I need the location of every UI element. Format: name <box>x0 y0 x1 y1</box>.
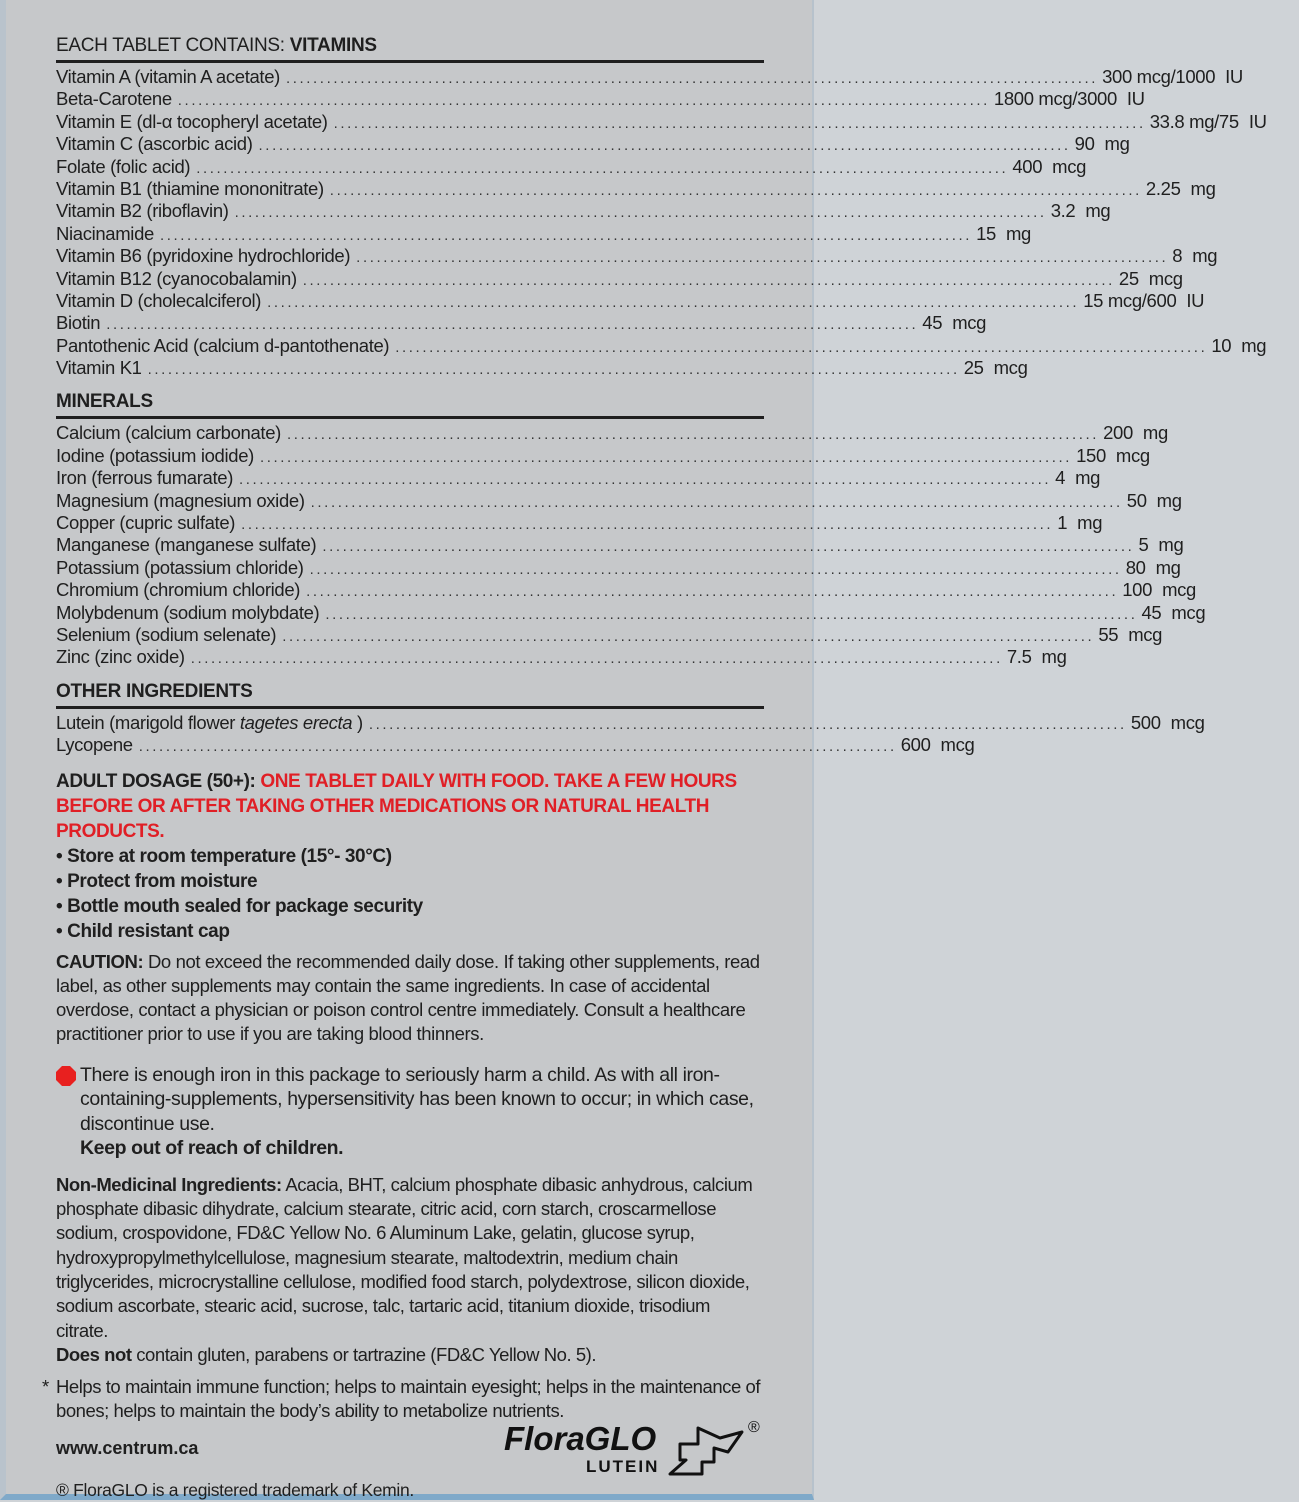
ingredient-amount: 25 <box>963 357 984 379</box>
ingredient-unit: IU <box>1225 66 1243 87</box>
ingredient-amount: 15 <box>976 222 996 244</box>
list-item: • Protect from moisture <box>56 870 258 892</box>
ingredient-unit: mcg <box>1148 267 1183 289</box>
ingredient-unit: mg <box>1158 534 1184 556</box>
ingredient-amount: 400 <box>1012 155 1043 177</box>
ingredient-unit: mg <box>1241 334 1267 356</box>
does-not-text: contain gluten, parabens or tartrazine (FD&C Yellow No. 5). <box>131 1343 597 1365</box>
leader-dots: ........................................................................................................................ <box>196 159 1009 177</box>
ingredient-amount: 80 <box>1125 556 1146 578</box>
ingredient-name: Vitamin E (dl-α tocopheryl acetate) <box>56 110 328 132</box>
list-item <box>56 467 1101 489</box>
ingredient-unit: mcg <box>1128 623 1163 645</box>
logo-brand-text: FloraGLO <box>504 1420 657 1457</box>
leader-dots: ........................................................................................................................ <box>234 204 1047 222</box>
ingredient-unit: mg <box>1077 512 1103 534</box>
storage-bullets <box>56 844 766 944</box>
leader-dots: ........................................................................................................................ <box>329 181 1142 199</box>
caution-label: CAUTION: <box>56 950 144 972</box>
list-item <box>56 66 1243 88</box>
ingredient-amount: 500 <box>1130 711 1161 733</box>
ingredient-amount: 7.5 <box>1006 646 1032 668</box>
list-item <box>56 489 1182 512</box>
dosage-label: ADULT DOSAGE (50+): <box>56 770 261 792</box>
leader-dots: ........................................................................................................................ <box>286 426 1100 444</box>
leader-dots: ........................................................................................................................ <box>282 627 1095 645</box>
dosage-text: ONE TABLET DAILY WITH FOOD. TAKE A FEW HOURS BEFORE OR AFTER TAKING OTHER MEDICATIONS OR NATURAL HEALTH PRODUCTS. <box>56 770 737 842</box>
trademark-notice: ® FloraGLO is a registered trademark of Kemin. <box>56 1479 414 1500</box>
list-item: • Store at room temperature (15°- 30°C) <box>56 845 392 867</box>
logo-registered-mark: ® <box>748 1419 760 1436</box>
ingredient-name: Manganese (manganese sulfate) <box>56 534 317 556</box>
list-item <box>56 444 1150 467</box>
ingredient-amount: 5 <box>1138 534 1149 556</box>
ingredient-unit: mcg <box>1162 579 1196 601</box>
leader-dots: ........................................................................................................................ <box>309 560 1122 578</box>
leader-dots: ........................................................................................................................ <box>147 361 960 379</box>
ingredient-name: Vitamin B12 (cyanocobalamin) <box>56 267 297 289</box>
leader-dots: ........................................................................................................................ <box>190 650 1003 668</box>
ingredient-amount: 8 <box>1172 245 1183 267</box>
leader-dots: ........................................................................................................................ <box>239 471 1052 489</box>
leader-dots: ........................................................................................................................ <box>106 316 919 334</box>
leader-dots: ........................................................................................................................ <box>302 271 1115 289</box>
leader-dots: ................................................................................................................ <box>138 738 897 756</box>
ingredient-amount: 3.2 <box>1050 200 1076 222</box>
keep-out-of-reach: Keep out of reach of children. <box>80 1137 344 1160</box>
non-medicinal-label: Non-Medicinal Ingredients: <box>56 1173 282 1195</box>
list-item <box>56 289 1205 312</box>
list-item <box>56 245 1218 267</box>
ingredient-name: Folate (folic acid) <box>56 155 191 177</box>
minerals-heading: MINERALS <box>56 391 153 413</box>
ingredient-unit: mcg <box>1052 155 1087 177</box>
lutein-latin-name: tagetes erecta <box>239 711 353 733</box>
ingredient-name: Vitamin B1 (thiamine mononitrate) <box>56 177 324 199</box>
ingredient-amount: 100 <box>1122 579 1153 601</box>
minerals-rule <box>56 416 764 419</box>
ingredient-amount: 45 <box>922 312 943 334</box>
ingredient-name: Potassium (potassium chloride) <box>56 556 304 578</box>
ingredient-name: Niacinamide <box>56 222 154 244</box>
ingredient-unit: mcg <box>1170 711 1205 733</box>
list-item: • Bottle mouth sealed for package security <box>56 895 423 917</box>
iron-warning <box>56 1063 766 1161</box>
ingredient-amount: 150 <box>1076 444 1106 466</box>
ingredient-name: Vitamin C (ascorbic acid) <box>56 133 253 155</box>
ingredient-name: Lycopene <box>56 734 133 756</box>
other-ingredients-heading: OTHER INGREDIENTS <box>56 680 253 702</box>
ingredient-unit: mg <box>1156 489 1182 511</box>
ingredient-name: Vitamin D (cholecalciferol) <box>56 289 262 311</box>
list-item: • Child resistant cap <box>56 920 230 942</box>
ingredient-unit: mcg <box>1115 444 1150 466</box>
leader-dots: ........................................................................................................................ <box>325 605 1138 623</box>
ingredient-amount: 4 <box>1055 467 1066 489</box>
list-item <box>56 334 1267 357</box>
leader-dots: ........................................................................................................................ <box>395 338 1208 356</box>
ingredient-name: Chromium (chromium chloride) <box>56 579 301 601</box>
list-item <box>56 556 1181 579</box>
list-item <box>56 133 1130 155</box>
list-item <box>56 734 975 756</box>
ingredient-unit: mcg <box>940 734 975 756</box>
vitamins-list <box>56 66 1267 379</box>
ingredient-name: Magnesium (magnesium oxide) <box>56 489 305 511</box>
stop-sign-icon <box>56 1066 76 1086</box>
ingredient-name: Iodine (potassium iodide) <box>56 444 254 466</box>
ingredient-amount: 1800 mcg/3000 <box>993 88 1117 110</box>
ingredient-name: Selenium (sodium selenate) <box>56 623 277 645</box>
ingredient-amount: 1 <box>1057 512 1068 534</box>
ingredient-amount: 10 <box>1211 334 1232 356</box>
ingredient-name: Biotin <box>56 312 101 334</box>
ingredient-unit: IU <box>1126 88 1145 110</box>
list-item <box>56 579 1196 601</box>
lutein-name: Lutein (marigold flower <box>56 711 240 733</box>
asterisk: * <box>42 1376 49 1398</box>
ingredient-amount: 200 <box>1103 422 1133 444</box>
website-link[interactable]: www.centrum.ca <box>56 1437 199 1458</box>
ingredient-name: Vitamin B2 (riboflavin) <box>56 200 229 222</box>
ingredient-amount: 50 <box>1126 489 1147 511</box>
ingredient-name: Molybdenum (sodium molybdate) <box>56 601 320 623</box>
list-item <box>56 601 1206 624</box>
ingredient-unit: mg <box>1041 646 1067 668</box>
list-item <box>56 357 1028 379</box>
ingredient-unit: mcg <box>952 312 987 334</box>
minerals-list <box>56 422 1206 668</box>
list-item <box>56 534 1184 556</box>
list-item <box>56 110 1267 133</box>
adult-dosage <box>56 769 766 844</box>
leader-dots: ........................................................................................................................ <box>241 516 1054 534</box>
non-medicinal-ingredients <box>56 1173 766 1367</box>
ingredient-amount: 2.25 <box>1145 177 1181 199</box>
ingredient-unit: mg <box>1155 556 1181 578</box>
list-item <box>56 422 1168 444</box>
list-item <box>56 267 1183 290</box>
ingredient-amount: 600 <box>900 734 931 756</box>
ingredient-amount: 45 <box>1141 601 1162 623</box>
does-not-label: Does not <box>56 1343 132 1365</box>
ingredient-amount: 33.8 mg/75 <box>1149 110 1239 132</box>
ingredient-unit: mg <box>1142 422 1168 444</box>
list-item <box>56 312 987 334</box>
ingredient-name: Beta-Carotene <box>56 88 172 110</box>
caution-text <box>56 950 766 1047</box>
vitamins-rule <box>56 60 764 63</box>
ingredient-name: Vitamin K1 <box>56 357 142 379</box>
ingredient-amount: 90 <box>1074 133 1095 155</box>
ingredient-amount: 25 <box>1118 267 1139 289</box>
ingredient-unit: mg <box>1085 200 1111 222</box>
ingredient-unit: mg <box>1005 222 1031 244</box>
leader-dots: ................................................................................................................ <box>368 715 1127 733</box>
list-item <box>56 177 1216 200</box>
leader-dots: ........................................................................................................................ <box>310 493 1123 511</box>
list-item <box>56 623 1163 646</box>
leader-dots: ........................................................................................................................ <box>322 538 1135 556</box>
vitamins-heading <box>56 34 766 58</box>
leader-dots: ........................................................................................................................ <box>159 226 973 244</box>
ingredient-unit: mcg <box>1171 601 1206 623</box>
logo-sub-text: LUTEIN <box>586 1457 660 1476</box>
leader-dots: ........................................................................................................................ <box>259 448 1073 466</box>
label-content <box>42 34 1267 1502</box>
ingredient-name: Vitamin A (vitamin A acetate) <box>56 66 280 87</box>
caution-body: Do not exceed the recommended daily dose. If taking other supplements, read label, as other supplements may contain the same ingredients. In case of accidental overdose, contact a physician or poison control centre immediately. Consult a healthcare practitioner prior to use if you are taking blood thinners. <box>56 950 760 1045</box>
ingredient-name <box>56 712 363 734</box>
warning-text: There is enough iron in this package to seriously harm a child. As with all iron-containing-supplements, hypersensitivity has been known to occur; in which case, discontinue use. <box>80 1063 754 1135</box>
ingredient-name: Calcium (calcium carbonate) <box>56 422 281 444</box>
leader-dots: ........................................................................................................................ <box>258 137 1071 155</box>
ingredient-unit: mg <box>1075 467 1101 489</box>
leader-dots: ........................................................................................................................ <box>356 249 1169 267</box>
other-ingredients-rule <box>56 706 764 709</box>
non-medicinal-text: Acacia, BHT, calcium phosphate dibasic anhydrous, calcium phosphate dibasic dihydrate, calcium stearate, citric acid, corn starch, croscarmellose sodium, crospovidone, FD&C Yellow No. 6 Aluminum Lake, gelatin, glucose syrup, hydroxypropylmethylcellulose, magnesium stearate, maltodextrin, medium chain triglycerides, microcrystalline cellulose, modified food starch, polydextrose, silicon dioxide, sodium ascorbate, stearic acid, sucrose, talc, tartaric acid, titanium dioxide, trisodium citrate. <box>56 1173 753 1341</box>
ingredient-unit: mg <box>1190 177 1216 199</box>
list-item <box>56 711 1205 734</box>
leader-dots: ........................................................................................................................ <box>306 583 1119 601</box>
leader-dots: ........................................................................................................................ <box>333 114 1146 132</box>
ingredient-amount: 55 <box>1098 623 1119 645</box>
ingredient-unit: mg <box>1192 245 1218 267</box>
ingredient-unit: IU <box>1248 110 1267 132</box>
leader-dots: ........................................................................................................................ <box>267 293 1080 311</box>
ingredient-name: Pantothenic Acid (calcium d-pantothenate) <box>56 334 390 356</box>
leader-dots: ........................................................................................................................ <box>177 92 990 110</box>
ingredient-unit: mcg <box>993 357 1028 379</box>
ingredient-name: Zinc (zinc oxide) <box>56 646 185 668</box>
health-claims-text: Helps to maintain immune function; helps to maintain eyesight; helps in the maintenance of bones; helps to maintain the body’s ability to metabolize nutrients. <box>56 1376 761 1422</box>
list-item <box>56 646 1067 668</box>
lutein-close: ) <box>352 711 363 733</box>
vitamins-heading-bold: VITAMINS <box>289 35 377 56</box>
ingredient-unit: IU <box>1186 289 1205 311</box>
ingredient-name: Iron (ferrous fumarate) <box>56 467 234 489</box>
floraglo-logo <box>502 1414 766 1478</box>
list-item <box>56 88 1145 110</box>
ingredient-amount: 300 mcg/1000 <box>1102 66 1216 87</box>
leader-dots: ........................................................................................................................ <box>285 70 1099 87</box>
list-item <box>56 155 1087 178</box>
ingredient-name: Copper (cupric sulfate) <box>56 512 236 534</box>
list-item <box>56 222 1031 245</box>
arrow-icon <box>670 1428 742 1474</box>
vitamins-heading-prefix: EACH TABLET CONTAINS: <box>56 35 290 56</box>
list-item <box>56 200 1111 222</box>
ingredient-unit: mg <box>1104 133 1130 155</box>
ingredient-amount: 15 mcg/600 <box>1083 289 1177 311</box>
list-item <box>56 512 1103 534</box>
ingredient-name: Vitamin B6 (pyridoxine hydrochloride) <box>56 245 351 267</box>
